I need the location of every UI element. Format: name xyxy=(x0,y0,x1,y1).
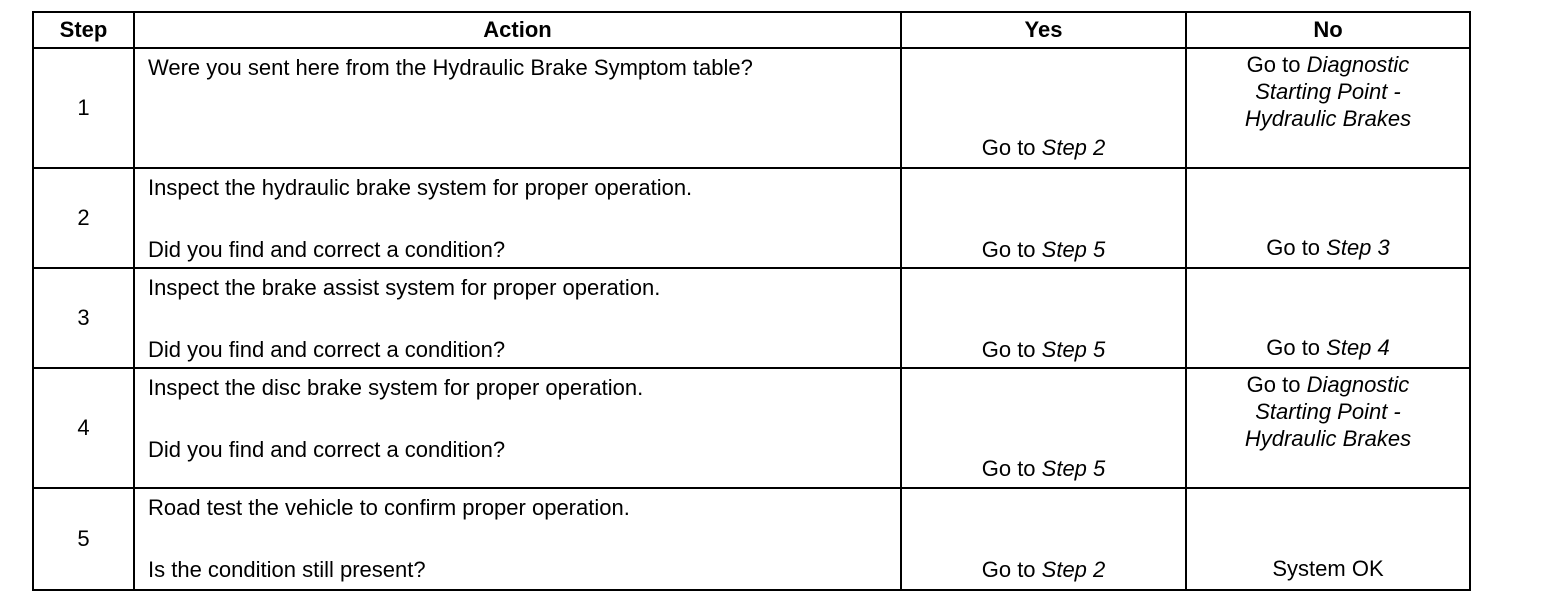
yes-link[interactable] xyxy=(902,337,1185,363)
header-yes: Yes xyxy=(901,12,1186,48)
no-prefix: Go to xyxy=(1246,372,1307,397)
header-no: No xyxy=(1186,12,1470,48)
yes-link[interactable] xyxy=(902,557,1185,583)
action-text: Inspect the brake assist system for proper operation. xyxy=(148,275,661,300)
no-cell xyxy=(1186,488,1470,590)
no-cell xyxy=(1186,368,1470,488)
table-row xyxy=(33,168,1470,268)
table-row xyxy=(33,48,1470,168)
action-question: Is the condition still present? xyxy=(148,557,426,582)
table-row xyxy=(33,368,1470,488)
yes-link[interactable] xyxy=(902,135,1185,161)
no-prefix: Go to xyxy=(1246,52,1307,77)
header-action: Action xyxy=(134,12,901,48)
table-row xyxy=(33,268,1470,368)
action-text: Were you sent here from the Hydraulic Brake Symptom table? xyxy=(148,55,753,80)
no-link[interactable] xyxy=(1187,235,1469,261)
action-cell xyxy=(134,488,901,590)
no-target-line1: Diagnostic xyxy=(1306,372,1410,397)
header-row xyxy=(33,12,1470,48)
diagnostic-table xyxy=(32,11,1471,591)
no-target-line1: Diagnostic xyxy=(1306,52,1410,77)
yes-prefix: Go to xyxy=(981,337,1042,362)
yes-cell xyxy=(901,168,1186,268)
step-number: 2 xyxy=(33,168,134,268)
action-question: Did you find and correct a condition? xyxy=(148,437,506,462)
yes-cell xyxy=(901,268,1186,368)
action-text: Inspect the disc brake system for proper operation. xyxy=(148,375,644,400)
yes-cell xyxy=(901,488,1186,590)
no-prefix: Go to xyxy=(1266,235,1327,260)
yes-target: Step 2 xyxy=(1041,135,1106,160)
yes-link[interactable] xyxy=(902,237,1185,263)
no-target: Step 4 xyxy=(1326,335,1390,360)
yes-cell xyxy=(901,368,1186,488)
no-target-line2: Starting Point - xyxy=(1255,399,1401,424)
yes-prefix: Go to xyxy=(981,135,1042,160)
no-result: System OK xyxy=(1272,556,1384,581)
yes-cell xyxy=(901,48,1186,168)
no-link[interactable] xyxy=(1187,51,1469,132)
action-cell xyxy=(134,168,901,268)
yes-target: Step 2 xyxy=(1041,557,1106,582)
action-text: Inspect the hydraulic brake system for proper operation. xyxy=(148,175,693,200)
yes-target: Step 5 xyxy=(1041,337,1106,362)
yes-target: Step 5 xyxy=(1041,456,1106,481)
action-cell xyxy=(134,268,901,368)
yes-target: Step 5 xyxy=(1041,237,1106,262)
yes-prefix: Go to xyxy=(981,237,1042,262)
action-question: Did you find and correct a condition? xyxy=(148,337,506,362)
step-number: 4 xyxy=(33,368,134,488)
no-link[interactable] xyxy=(1187,371,1469,452)
header-step: Step xyxy=(33,12,134,48)
yes-link[interactable] xyxy=(902,456,1185,482)
action-question: Did you find and correct a condition? xyxy=(148,237,506,262)
action-cell xyxy=(134,368,901,488)
no-target-line2: Starting Point - xyxy=(1255,79,1401,104)
no-prefix: Go to xyxy=(1266,335,1327,360)
no-link[interactable] xyxy=(1187,335,1469,361)
action-cell xyxy=(134,48,901,168)
no-cell xyxy=(1186,168,1470,268)
no-target-line3: Hydraulic Brakes xyxy=(1244,426,1412,451)
action-text: Road test the vehicle to confirm proper operation. xyxy=(148,495,630,520)
table-row xyxy=(33,488,1470,590)
step-number: 3 xyxy=(33,268,134,368)
no-cell xyxy=(1186,48,1470,168)
yes-prefix: Go to xyxy=(981,557,1042,582)
step-number: 5 xyxy=(33,488,134,590)
no-target-line3: Hydraulic Brakes xyxy=(1244,106,1412,131)
yes-prefix: Go to xyxy=(981,456,1042,481)
step-number: 1 xyxy=(33,48,134,168)
no-target: Step 3 xyxy=(1326,235,1390,260)
no-cell xyxy=(1186,268,1470,368)
